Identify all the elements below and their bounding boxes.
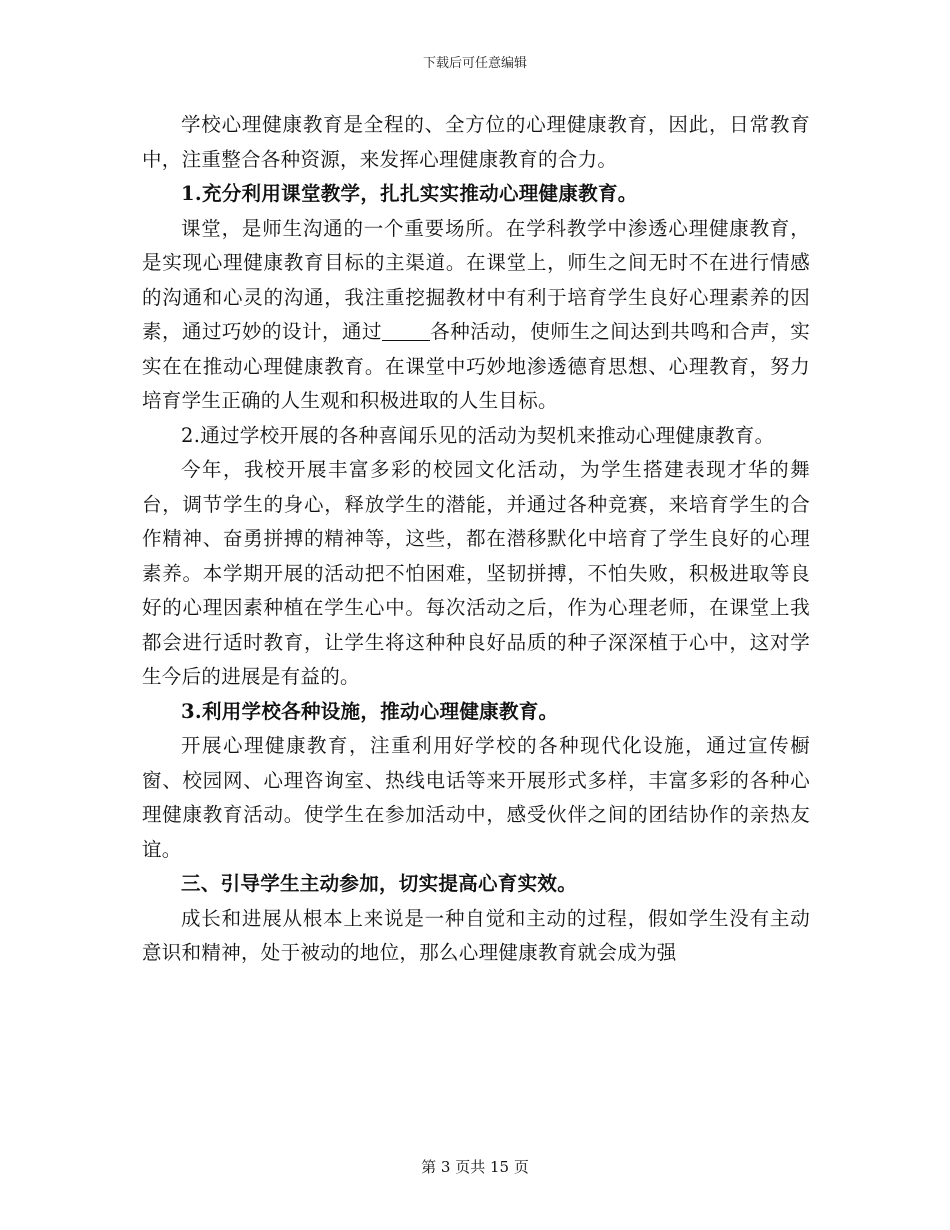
intro-paragraph: 学校心理健康教育是全程的、全方位的心理健康教育，因此，日常教育中，注重整合各种资源，来发挥心理健康教育的合力。	[142, 113, 810, 171]
section-heading-2: 2.通过学校开展的各种喜闻乐见的活动为契机来推动心理健康教育。	[181, 423, 775, 447]
document-body	[142, 108, 810, 971]
classroom-text-before-blank: 课堂，是师生沟通的一个重要场所。在学科教学中渗透心理健康教育，是实现心理健康教育目标的主渠道。在课堂上，师生之间无时不在进行情感的沟通和心灵的沟通，我注重挖掘教材中有利于培育学生良好心理素养的因素，通过巧妙的设计，通过	[142, 216, 810, 343]
fill-in-blank	[382, 321, 430, 342]
activities-paragraph: 今年，我校开展丰富多彩的校园文化活动，为学生搭建表现才华的舞台，调节学生的身心，释放学生的潜能，并通过各种竞赛，来培育学生的合作精神、奋勇拼搏的精神等，这些，都在潜移默化中培育了学生良好的心理素养。本学期开展的活动把不怕困难，坚韧拼搏，不怕失败，积极进取等良好的心理因素种植在学生心中。每次活动之后，作为心理老师，在课堂上我都会进行适时教育，让学生将这种种良好品质的种子深深植于心中，这对学生今后的进展是有益的。	[142, 458, 810, 688]
classroom-text-after-blank: 各种活动，使师生之间达到共鸣和合声，实实在在推动心理健康教育。在课堂中巧妙地渗透德育思想、心理教育，努力培育学生正确的人生观和积极进取的人生目标。	[142, 320, 810, 412]
page-header: 下载后可任意编辑	[422, 56, 527, 71]
classroom-paragraph	[142, 212, 810, 419]
section-heading-3: 3.利用学校各种设施，推动心理健康教育。	[181, 699, 559, 723]
facilities-paragraph: 开展心理健康教育，注重利用好学校的各种现代化设施，通过宣传橱窗、校园网、心理咨询室、热线电话等来开展形式多样，丰富多彩的各种心理健康教育活动。使学生在参加活动中，感受伙伴之间的团结协作的亲热友谊。	[142, 734, 810, 861]
section-heading-1: 1.充分利用课堂教学，扎扎实实推动心理健康教育。	[181, 182, 638, 205]
growth-paragraph: 成长和进展从根本上来说是一种自觉和主动的过程，假如学生没有主动意识和精神，处于被动的地位，那么心理健康教育就会成为强	[142, 906, 810, 964]
page-footer: 第 3 页共 15 页	[421, 1158, 529, 1176]
section-heading-three: 三、引导学生主动参加，切实提高心育实效。	[181, 872, 578, 895]
